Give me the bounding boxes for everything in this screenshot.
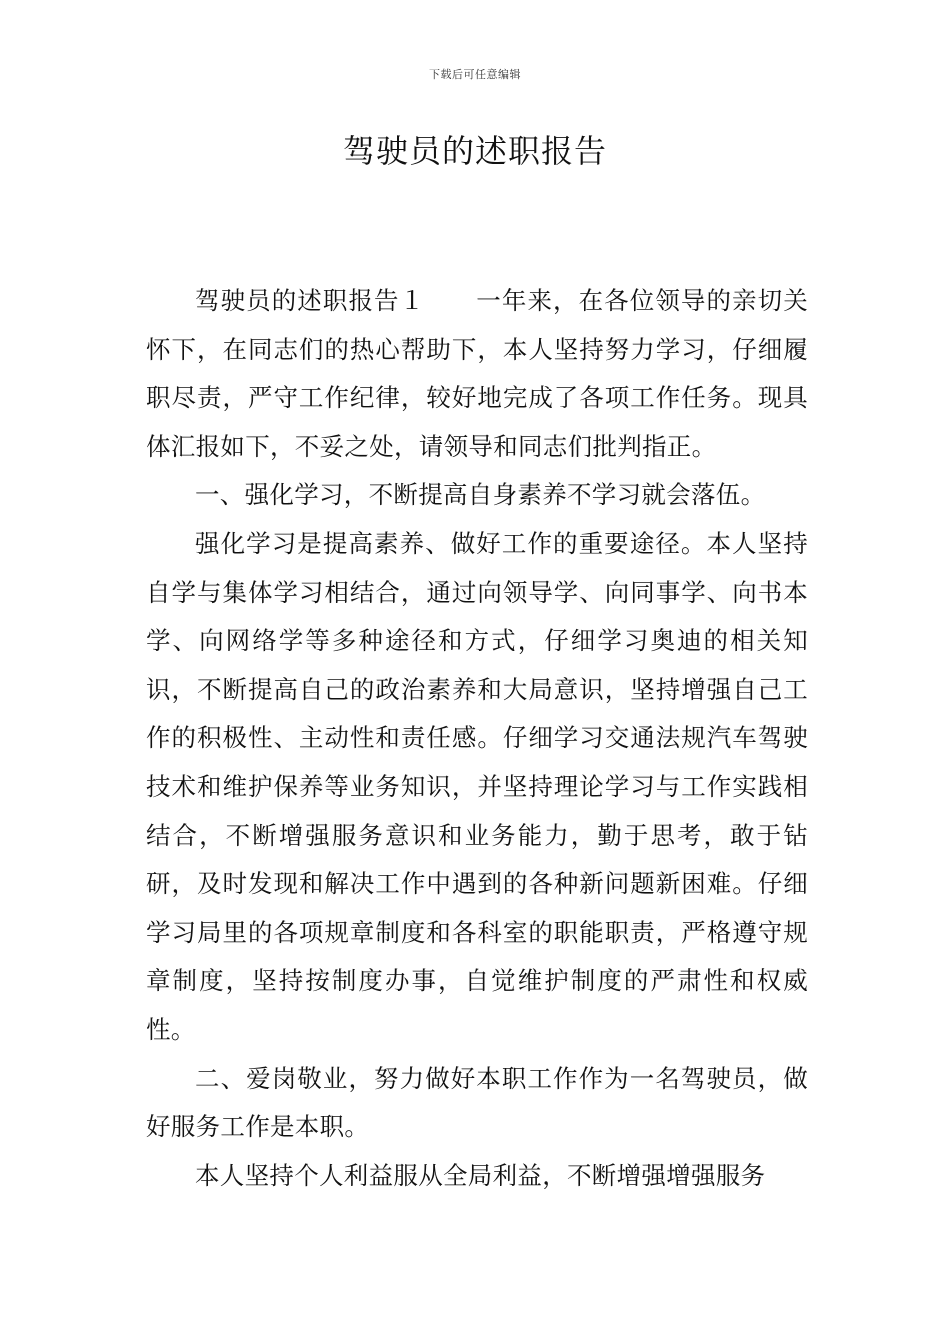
document-body	[146, 277, 808, 1200]
header-note: 下载后可任意编辑	[429, 68, 521, 81]
paragraph: 强化学习是提高素养、做好工作的重要途径。本人坚持自学与集体学习相结合，通过向领导学、向同事学、向书本学、向网络学等多种途径和方式，仔细学习奥迪的相关知识，不断提高自己的政治素养和大局意识，坚持增强自己工作的积极性、主动性和责任感。仔细学习交通法规汽车驾驶技术和维护保养等业务知识，并坚持理论学习与工作实践相结合，不断增强服务意识和业务能力，勤于思考，敢于钻研，及时发现和解决工作中遇到的各种新问题新困难。仔细学习局里的各项规章制度和各科室的职能职责，严格遵守规章制度，坚持按制度办事，自觉维护制度的严肃性和权威性。	[146, 528, 808, 1044]
section-heading-1: 一、强化学习，不断提高自身素养不学习就会落伍。	[195, 480, 766, 510]
paragraph: 驾驶员的述职报告１ 一年来，在各位领导的亲切关怀下，在同志们的热心帮助下，本人坚持努力学习，仔细履职尽责，严守工作纪律，较好地完成了各项工作任务。现具体汇报如下，不妥之处，请领导和同志们批判指正。	[146, 286, 808, 461]
section-heading-2: 二、爱岗敬业，努力做好本职工作作为一名驾驶员，做好服务工作是本职。	[146, 1063, 808, 1142]
document-title: 驾驶员的述职报告	[342, 132, 607, 170]
paragraph: 本人坚持个人利益服从全局利益，不断增强增强服务	[195, 1160, 766, 1190]
